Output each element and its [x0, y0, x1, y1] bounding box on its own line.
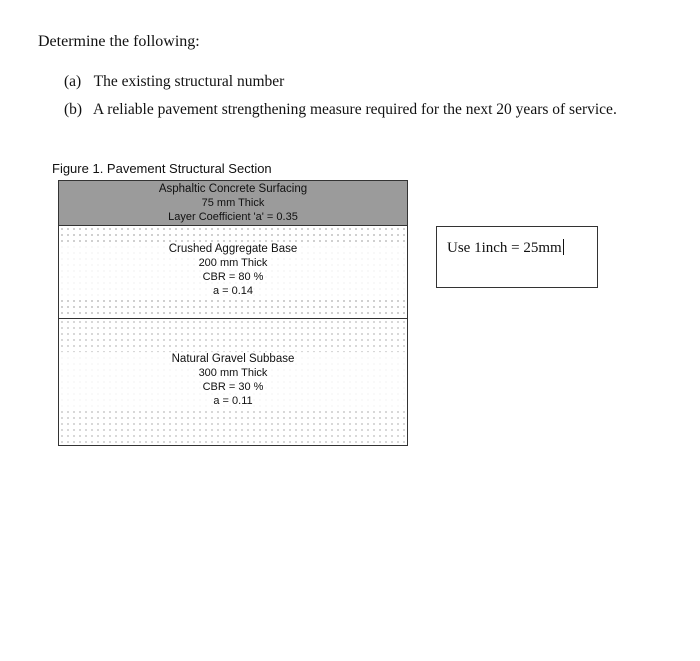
layer-name: Asphaltic Concrete Surfacing [158, 183, 308, 195]
layer-cbr: CBR = 80 % [59, 270, 407, 284]
layer-name: Natural Gravel Subbase [59, 352, 407, 366]
question-item-a [64, 73, 284, 91]
layer-natural-gravel-subbase [59, 319, 407, 445]
question-intro: Determine the following: [38, 33, 200, 50]
unit-conversion-note[interactable] [436, 226, 598, 288]
layer-coefficient: a = 0.14 [59, 284, 407, 298]
layer-name: Crushed Aggregate Base [59, 242, 407, 256]
item-text: The existing structural number [93, 73, 285, 90]
figure-caption: Figure 1. Pavement Structural Section [52, 161, 272, 176]
layer-thickness: 75 mm Thick [201, 197, 265, 209]
note-text: Use 1inch = 25mm [447, 240, 562, 256]
pavement-section-diagram [58, 180, 408, 446]
layer-crushed-aggregate-base [59, 226, 407, 319]
layer-asphaltic-concrete [59, 181, 407, 226]
item-label: (a) [64, 73, 82, 90]
item-text: A reliable pavement strengthening measure required for the next 20 years of service. [93, 101, 617, 118]
layer-coefficient: Layer Coefficient 'a' = 0.35 [168, 211, 298, 223]
layer-cbr: CBR = 30 % [59, 380, 407, 394]
question-item-b [64, 101, 617, 119]
layer-coefficient: a = 0.11 [59, 394, 407, 408]
text-cursor [563, 239, 564, 255]
layer-thickness: 300 mm Thick [59, 366, 407, 380]
layer-thickness: 200 mm Thick [59, 256, 407, 270]
item-label: (b) [64, 101, 83, 118]
